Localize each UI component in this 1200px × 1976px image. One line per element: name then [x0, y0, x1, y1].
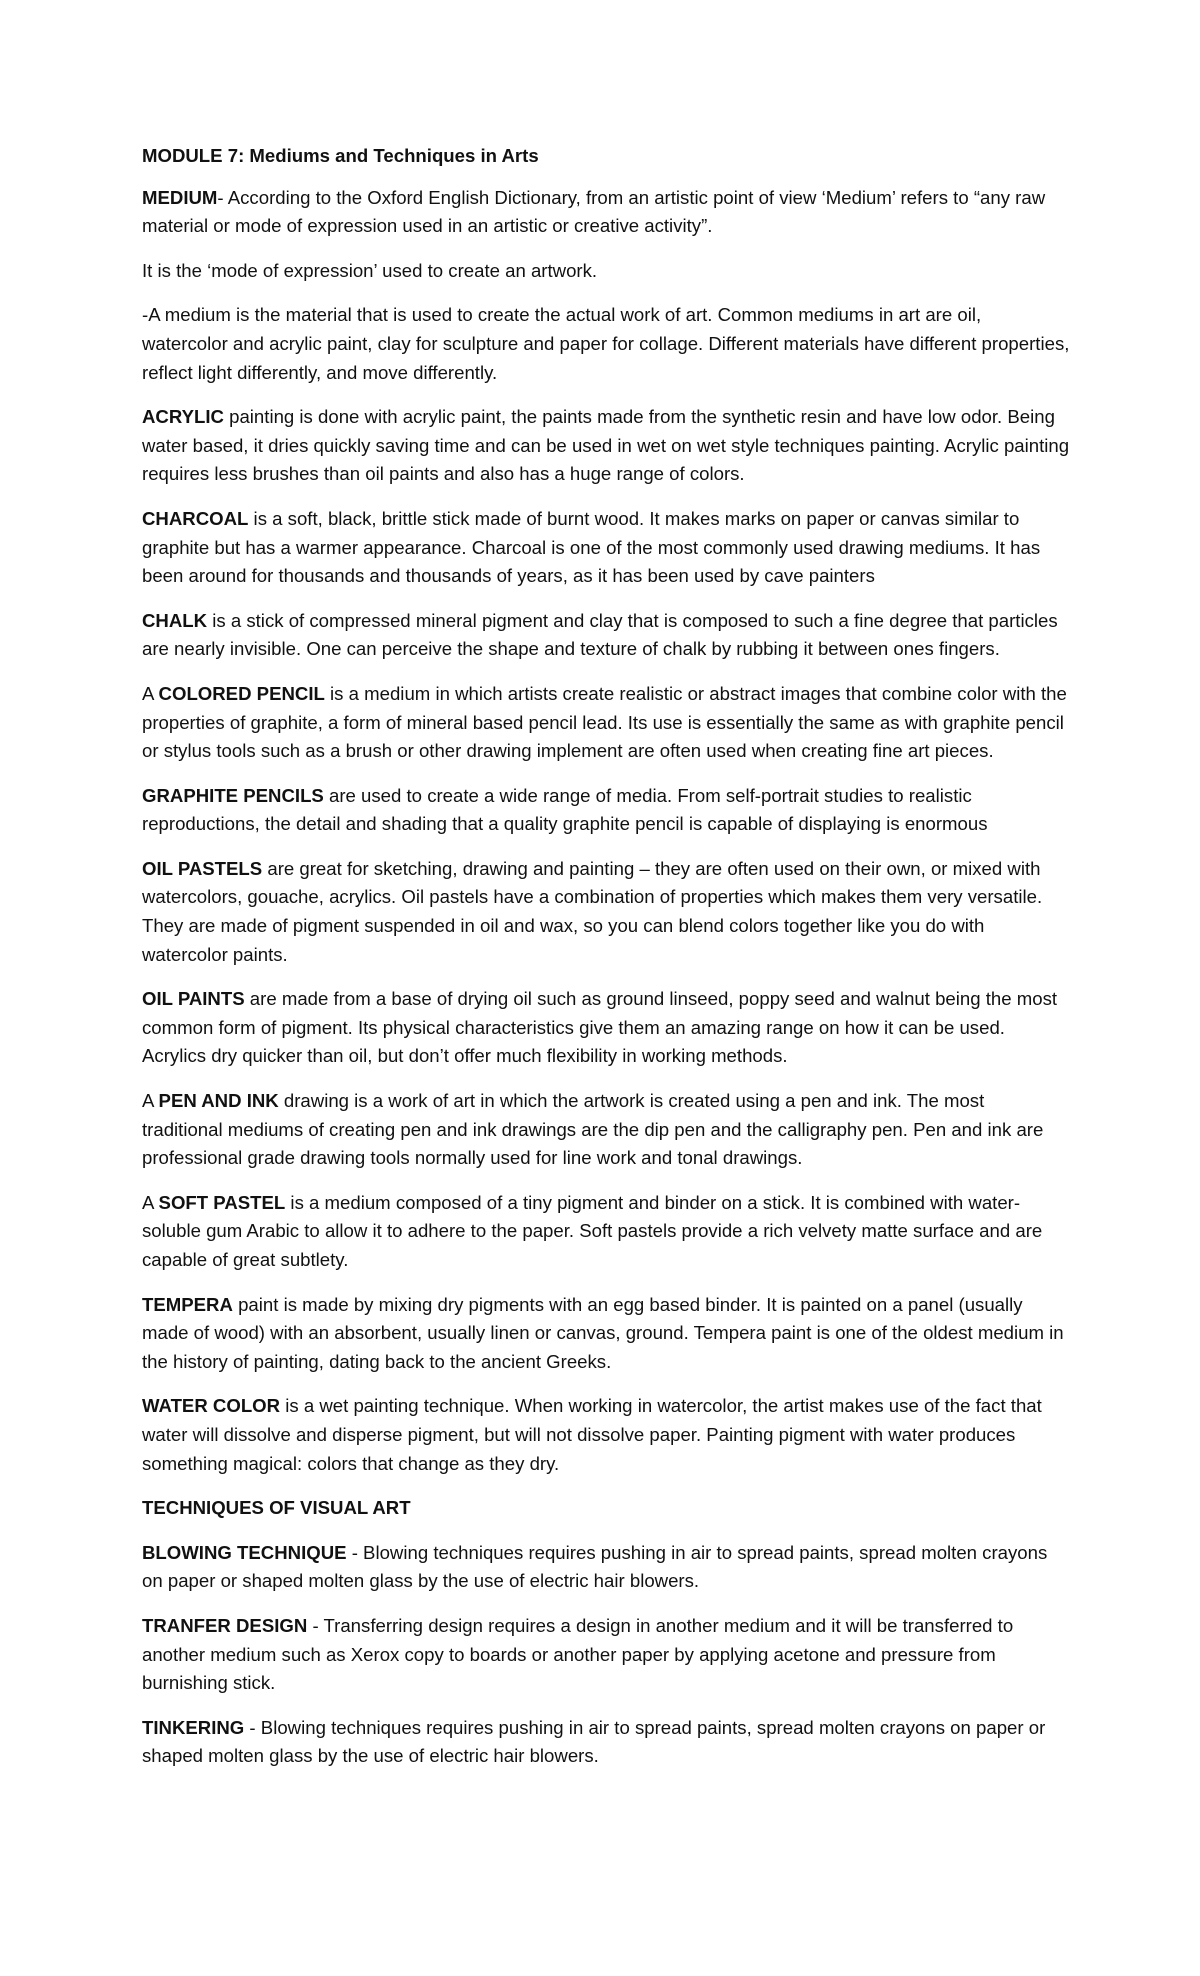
medium-term: CHARCOAL: [142, 507, 249, 529]
medium-term: PEN AND INK: [158, 1090, 279, 1112]
technique-text: - Transferring design requires a design in another medium and it will be transferred to another medium such as Xerox copy to boards or another paper by applying acetone and pressure from burnishing stick.: [142, 1614, 1014, 1694]
medium-acrylic: [142, 403, 1070, 489]
medium-term: WATER COLOR: [142, 1395, 281, 1417]
technique-term: TRANFER DESIGN: [142, 1614, 308, 1636]
medium-prefix: A: [142, 1191, 159, 1213]
medium-text: paint is made by mixing dry pigments with an egg based binder. It is painted on a panel (usually made of wood) with an absorbent, usually linen or canvas, ground. Tempera paint is one of the oldest medium in the history of painting, dating back to the ancient Greeks.: [142, 1293, 1064, 1372]
medium-water-color: [142, 1392, 1070, 1478]
technique-transfer-design: [142, 1612, 1070, 1698]
medium-text: painting is done with acrylic paint, the paints made from the synthetic resin and have low odor. Being water based, it dries quickly saving time and can be used in wet on wet style techniques painting. Acrylic painting requires less brushes than oil paints and also has a huge range of colors.: [142, 406, 1070, 485]
technique-term: BLOWING TECHNIQUE: [142, 1541, 347, 1563]
medium-tempera: [142, 1291, 1070, 1377]
medium-term: ACRYLIC: [142, 406, 224, 428]
medium-term: GRAPHITE PENCILS: [142, 784, 324, 806]
medium-term: OIL PASTELS: [142, 857, 263, 879]
medium-definition-text: - According to the Oxford English Dictionary, from an artistic point of view ‘Medium’ refers to “any raw material or mode of expression used in an artistic or creative activity”.: [142, 186, 1046, 237]
medium-chalk: [142, 607, 1070, 664]
medium-oil-paints: [142, 985, 1070, 1071]
medium-term: SOFT PASTEL: [158, 1191, 286, 1213]
medium-term: OIL PAINTS: [142, 988, 245, 1010]
medium-term: TEMPERA: [142, 1293, 233, 1315]
medium-charcoal: [142, 505, 1070, 591]
module-title: MODULE 7: Mediums and Techniques in Arts: [142, 145, 539, 166]
medium-text: are great for sketching, drawing and painting – they are often used on their own, or mixed with watercolors, gouache, acrylics. Oil pastels have a combination of properties which makes them very versatile. They are made of pigment suspended in oil and wax, so you can blend colors together like you do with watercolor paints.: [142, 857, 1043, 965]
medium-description: -A medium is the material that is used to create the actual work of art. Common mediums in art are oil, watercolor and acrylic paint, clay for sculpture and paper for collage. Different materials have different properties, reflect light differently, and move differently.: [142, 304, 1070, 383]
medium-oil-pastels: [142, 855, 1070, 969]
medium-term: CHALK: [142, 609, 208, 631]
technique-tinkering: [142, 1714, 1070, 1771]
medium-text: is a stick of compressed mineral pigment and clay that is composed to such a fine degree that particles are nearly invisible. One can perceive the shape and texture of chalk by rubbing it between ones fingers.: [142, 609, 1058, 660]
medium-text: is a medium composed of a tiny pigment and binder on a stick. It is combined with water-soluble gum Arabic to allow it to adhere to the paper. Soft pastels provide a rich velvety matte surface and are capable of great subtlety.: [142, 1191, 1043, 1270]
medium-text: is a medium in which artists create realistic or abstract images that combine color with the properties of graphite, a form of mineral based pencil lead. Its use is essentially the same as with graphite pencil or stylus tools such as a brush or other drawing implement are often used when creating fine art pieces.: [142, 682, 1067, 762]
techniques-heading: TECHNIQUES OF VISUAL ART: [142, 1497, 411, 1519]
technique-text: - Blowing techniques requires pushing in air to spread paints, spread molten crayons on paper or shaped molten glass by the use of electric hair blowers.: [142, 1541, 1048, 1592]
medium-text: is a soft, black, brittle stick made of burnt wood. It makes marks on paper or canvas similar to graphite but has a warmer appearance. Charcoal is one of the most commonly used drawing mediums. It has been around for thousands and thousands of years, as it has been used by cave painters: [142, 507, 1041, 587]
medium-graphite-pencils: [142, 782, 1070, 839]
medium-prefix: A: [142, 1090, 159, 1112]
medium-text: drawing is a work of art in which the artwork is created using a pen and ink. The most traditional mediums of creating pen and ink drawings are the dip pen and the calligraphy pen. Pen and ink are professional grade drawing tools normally used for line work and tonal drawings.: [142, 1090, 1044, 1169]
medium-definition: [142, 184, 1070, 241]
medium-term: MEDIUM: [142, 186, 218, 208]
medium-soft-pastel: [142, 1189, 1070, 1275]
mode-of-expression-line: It is the ‘mode of expression’ used to create an artwork.: [142, 259, 598, 281]
medium-text: are made from a base of drying oil such as ground linseed, poppy seed and walnut being the most common form of pigment. Its physical characteristics give them an amazing range on how it can be used. Acrylics dry quicker than oil, but don’t offer much flexibility in working methods.: [142, 988, 1058, 1067]
medium-text: is a wet painting technique. When working in watercolor, the artist makes use of the fact that water will dissolve and disperse pigment, but will not dissolve paper. Painting pigment with water produces something magical: colors that change as they dry.: [142, 1395, 1042, 1474]
technique-blowing: [142, 1539, 1070, 1596]
technique-text: - Blowing techniques requires pushing in air to spread paints, spread molten crayons on paper or shaped molten glass by the use of electric hair blowers.: [142, 1716, 1046, 1767]
medium-text: are used to create a wide range of media. From self-portrait studies to realistic reproductions, the detail and shading that a quality graphite pencil is capable of displaying is enormous: [142, 784, 988, 835]
medium-pen-and-ink: [142, 1087, 1070, 1173]
technique-term: TINKERING: [142, 1716, 245, 1738]
medium-prefix: A: [142, 682, 159, 704]
medium-colored-pencil: [142, 680, 1070, 766]
medium-term: COLORED PENCIL: [158, 682, 325, 704]
